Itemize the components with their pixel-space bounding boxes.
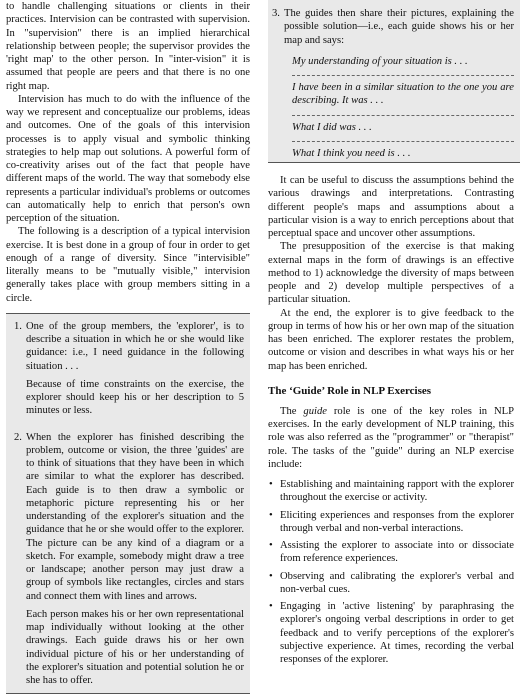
divider: [292, 75, 514, 76]
guide-statement: My understanding of your situation is . . .: [292, 55, 468, 67]
guide-statement: What I think you need is . . .: [292, 147, 411, 159]
exercise-steps-box: [6, 313, 250, 695]
paragraph: The presupposition of the exercise is that making external maps in the form of drawings is an effective method to 1) acknowledge the diversity of maps between people and 2) develop multiple perspectives of a particular situation.: [268, 241, 514, 306]
list-item-text: Eliciting experiences and responses from the explorer through verbal and non-verbal interactions.: [280, 509, 514, 534]
list-item-text: Establishing and maintaining rapport with the explorer throughout the exercise or activity.: [280, 479, 514, 504]
bullet-icon: •: [269, 509, 273, 521]
bullet-icon: •: [269, 540, 273, 551]
list-item: [268, 570, 514, 597]
right-column: [268, 174, 514, 670]
paragraph: It can be useful to discuss the assumptions behind the various drawings and interpretations. Contrasting different people's maps and assumptions about a particular vision is a way to enrich perceptions about that perceptual space and uncover other assumptions.: [268, 175, 514, 239]
list-item-text: Observing and calibrating the explorer's verbal and non-verbal cues.: [280, 570, 514, 595]
guide-tasks-list: [268, 478, 514, 666]
step-text: The guides then share their pictures, explaining the possible solution—i.e., each guide shows his or her map and says:: [284, 8, 514, 46]
step-note: Because of time constraints on the exercise, the explorer should keep his or her description to 5 minutes or less.: [26, 378, 244, 417]
step-item-1: [14, 320, 244, 418]
paragraph: Intervision has much to do with the influence of the way we represent and conceptualize our problems, ideas and outcomes. One of the goals of this intervision processes is to apply visual and symbolic thinking strategies to help map out solutions. A powerful form of co-creativity arises out of the fact that people have different maps of the world. The way that somebody else represents a particular individual's problems or outcomes can automatically help to enrich that person's own perception of the situation.: [6, 93, 250, 224]
bullet-icon: •: [269, 601, 273, 612]
step-item-3: [272, 7, 514, 47]
emphasis: guide: [303, 405, 327, 417]
list-item: [268, 539, 514, 566]
divider: [292, 115, 514, 116]
step-number: 1.: [14, 320, 22, 332]
list-item: [268, 478, 514, 505]
list-item-text: Assisting the explorer to associate into or dissociate from reference experiences.: [280, 540, 514, 565]
list-item-text: Engaging in 'active listening' by paraphrasing the explorer's ongoing verbal descriptions in order to get feedback and to verify perceptions of the explorer's subjective experience. At times, recording the verbal responses of the explorer.: [280, 601, 514, 665]
bullet-icon: •: [269, 479, 273, 490]
step-item-2: [14, 431, 244, 688]
step-number: 2.: [14, 431, 22, 443]
list-item: [268, 600, 514, 666]
list-item: [268, 509, 514, 536]
text-run: The: [280, 405, 304, 417]
paragraph: [268, 405, 514, 471]
guide-statements: [272, 55, 514, 160]
bullet-icon: •: [269, 570, 273, 582]
left-column: [6, 0, 250, 694]
paragraph: At the end, the explorer is to give feedback to the group in terms of how his or her own map of the situation has been enriched. The explorer restates the problem, outcome or vision and describes in what ways his or her map has been enriched.: [268, 307, 514, 372]
guide-statement: What I did was . . .: [292, 121, 372, 133]
paragraph: to handle challenging situations or clients in their practices. Intervision can be contrasted with supervision. In "supervision" there is an implied hierarchical relationship between people; the supervisor provides the 'right map' to the other person. In "inter-vision" it is assumed that people are peers and that there is no one right map.: [6, 1, 250, 92]
spacer: [14, 418, 244, 431]
exercise-steps-box-continued: [268, 0, 520, 163]
guide-statement: I have been in a similar situation to the one you are describing. It was . . .: [292, 82, 514, 107]
step-note: Each person makes his or her own representational map individually without looking at the other drawings. Each guide draws his or her own individual picture of his or her understanding of the explorer's situation and potential solution he or she has to offer.: [26, 608, 244, 686]
text-run: role is one of the key roles in NLP exercises. In the early development of NLP training, this role was also referred as the "programmer" or "therapist" role. The tasks of the "guide" during an NLP exercise include:: [268, 405, 515, 470]
paragraph: The following is a description of a typical intervision exercise. It is best done in a group of four in order to get enough of a range of diversity. Since "intervisible" literally means to be "mutually visible," intervision generally takes place with group members sitting in a circle.: [6, 226, 250, 304]
section-heading: The ‘Guide’ Role in NLP Exercises: [268, 384, 432, 397]
divider: [292, 141, 514, 142]
step-text: When the explorer has finished describing the problem, outcome or vision, the three 'guides' are to think of situations that they have been in which are similar to what the explorer has described. Each guide is to then draw a symbolic or metaphoric picture representing his or her understanding of the explorer's situation and the guidance that he or she would offer to the explorer. The picture can be any kind of a diagram or a sketch. For example, somebody might draw a tree or landscape; another person may just draw a group of symbols like rectangles, circles and stars and connect them with lines and arrows.: [26, 431, 244, 602]
step-number: 3.: [272, 8, 280, 19]
step-text: One of the group members, the 'explorer', is to describe a situation in which he or she would like guidance: i.e., I need guidance in the following situation . . .: [26, 320, 244, 372]
